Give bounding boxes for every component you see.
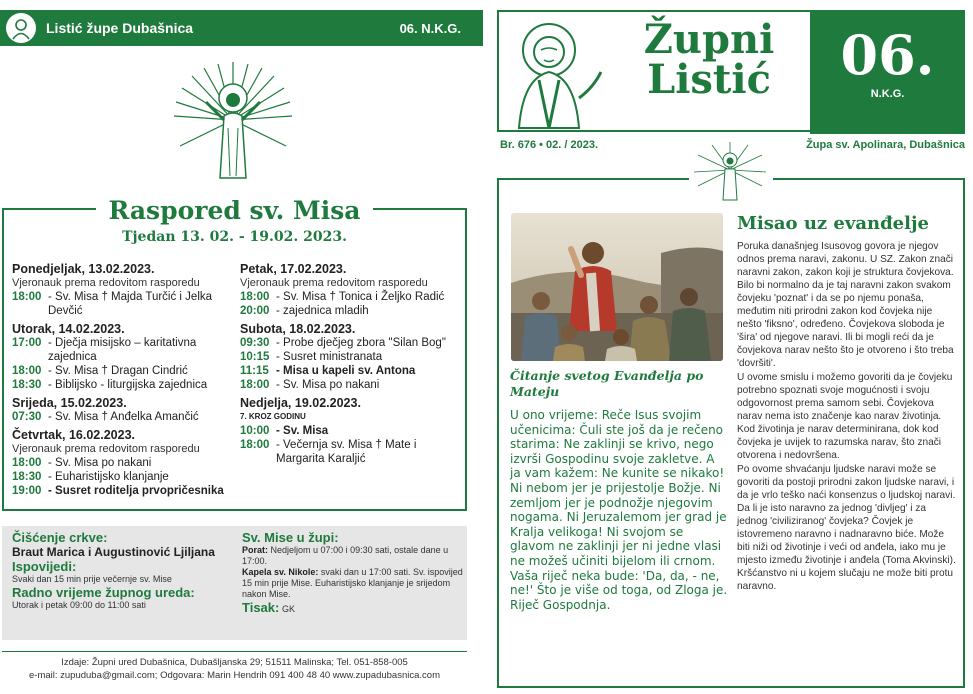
event-time: 18:30 xyxy=(12,471,42,483)
schedule-event xyxy=(240,290,465,304)
schedule-title: Raspored sv. Misa xyxy=(108,196,361,225)
event-description: - Sv. Misa † Dragan Cindrić xyxy=(48,365,188,377)
event-time: 19:00 xyxy=(12,485,42,497)
cleaning-names: Braut Marica i Augustinović Ljiljana xyxy=(12,545,215,559)
footer-contact: e-mail: zupuduba@gmail.com; Odgovara: Marin Hendrih 091 400 48 40 www.zupadubasnica.com xyxy=(29,670,440,681)
event-description: - Sv. Misa po nakani xyxy=(276,379,380,391)
footer xyxy=(2,656,467,682)
footer-address: Izdaje: Župni ured Dubašnica, Dubašljanska 29; 51511 Malinska; Tel. 051-858-005 xyxy=(61,657,408,668)
event-description: - Probe dječjeg zbora "Silan Bog" xyxy=(276,337,446,349)
schedule-event xyxy=(240,378,465,392)
event-time: 18:00 xyxy=(12,365,42,377)
schedule-day-heading: Ponedjeljak, 13.02.2023. xyxy=(12,262,155,276)
event-time: 18:00 xyxy=(240,439,270,451)
reflection-paragraph-3: Po ovome shvaćanju ljudske naravi može se govoriti da postoji prirodni zakon ljudske naravi, i da je vrlo teško naći konsenzus o ljudskoj naravi. Da li je isto naravno za jednog 'divljeg' i za jednog 'civiliziranog' čovjeka? Čovjek je istovremeno naravno i nadnaravno biće. Može biti niži od životinje i veći od anđela, iako mu je mjesto između životinje i anđela (Toma Akvinski). Kršćanstvo ni u kojem slučaju ne može biti protu naravno. xyxy=(737,464,956,592)
event-time: 20:00 xyxy=(240,305,270,317)
reflection-title: Misao uz evanđelje xyxy=(737,213,929,234)
schedule-event xyxy=(240,438,465,466)
issue-week: N.K.G. xyxy=(870,88,905,100)
event-time: 18:30 xyxy=(12,379,42,391)
event-description: - Večernja sv. Misa † Mate i Margarita Karaljić xyxy=(276,439,417,465)
schedule-event xyxy=(12,336,237,364)
masses-heading: Sv. Mise u župi: xyxy=(242,530,339,545)
schedule-column-1 xyxy=(12,262,237,498)
left-header-title: Listić župe Dubašnica xyxy=(46,20,194,36)
event-time: 11:15 xyxy=(240,365,269,377)
press-line: Tisak: GK xyxy=(242,600,295,615)
schedule-day-heading: Utorak, 14.02.2023. xyxy=(12,322,125,336)
schedule-event xyxy=(12,290,237,318)
schedule-day-note: 7. KROZ GODINU xyxy=(240,412,306,421)
left-header-bar xyxy=(0,10,483,46)
reflection-text xyxy=(737,240,959,594)
schedule-day-note: Vjeronauk prema redovitom rasporedu xyxy=(12,277,200,289)
schedule-day-heading: Srijeda, 15.02.2023. xyxy=(12,396,127,410)
saint-apollinaris-icon xyxy=(501,16,605,130)
schedule-subtitle: Tjedan 13. 02. - 19.02. 2023. xyxy=(122,229,347,245)
event-time: 18:00 xyxy=(12,291,42,303)
issue-info: Br. 676 • 02. / 2023. xyxy=(500,139,599,151)
schedule-event xyxy=(12,364,237,378)
event-description: - Sv. Misa † Anđelka Amančić xyxy=(48,411,199,423)
confession-heading: Ispovijedi: xyxy=(12,559,77,574)
schedule-event xyxy=(12,470,237,484)
masthead-title: Župni Listić xyxy=(643,16,775,103)
schedule-day-heading: Nedjelja, 19.02.2023. xyxy=(240,396,361,410)
schedule-event xyxy=(12,378,237,392)
gospel-reading-text: U ono vrijeme: Reče Isus svojim učenicima: Čuli ste još da je rečeno starima: Ne zaklinji se krivo, nego izvrši Gospodinu svoje zakletve. A ja vam kažem: Ne kunite se nikako! Ni nebom jer je prijestolje Božje. Ni zemljom jer je podnožje njegovim nogama. Ni Jeruzalemom jer grad je Kralja velikoga! Ni svojom se glavom ne zaklinji jer ni jedne vlasi ne možeš učiniti bijelom ili crnom. Vaša riječ neka bude: 'Da, da, - ne, ne!' Što je više od toga, od Zloga je. Riječ Gospodnja. xyxy=(510,408,728,612)
schedule-event xyxy=(240,350,465,364)
office-hours-text: Utorak i petak 09:00 do 11:00 sati xyxy=(12,600,146,610)
risen-christ-icon xyxy=(168,58,298,184)
event-description: - Biblijsko - liturgijska zajednica xyxy=(48,379,208,391)
sermon-on-the-mount-image xyxy=(511,213,723,361)
event-description: - Sv. Misa xyxy=(276,425,329,437)
schedule-column-2 xyxy=(240,262,465,466)
schedule-day-note: Vjeronauk prema redovitom rasporedu xyxy=(12,443,200,455)
event-time: 07:30 xyxy=(12,411,42,423)
schedule-event xyxy=(240,336,465,350)
schedule-event xyxy=(12,484,237,498)
schedule-event xyxy=(240,424,465,438)
schedule-event xyxy=(12,410,237,424)
event-description: - zajednica mladih xyxy=(276,305,369,317)
event-description: - Susret roditelja prvopričesnika xyxy=(48,485,224,497)
info-panel xyxy=(2,526,467,640)
schedule-event xyxy=(240,304,465,318)
event-description: - Sv. Misa † Tonica i Željko Radić xyxy=(276,291,445,303)
issue-number: 06. xyxy=(840,23,935,87)
event-time: 10:00 xyxy=(240,425,270,437)
chapel-text: Kapela sv. Nikole: svaki dan u 17:00 sati. Sv. ispovijed 15 min prije Mise. Euharistijsko klanjanje je srijedom nakon Mise. xyxy=(242,567,463,599)
masthead xyxy=(497,10,965,132)
event-description: - Euharistijsko klanjanje xyxy=(48,471,169,483)
event-description: - Sv. Misa † Majda Turčić i Jelka Devčić xyxy=(48,291,213,317)
footer-divider xyxy=(2,651,467,652)
event-time: 18:00 xyxy=(12,457,42,469)
event-time: 18:00 xyxy=(240,291,270,303)
schedule-day-heading: Subota, 18.02.2023. xyxy=(240,322,356,336)
cleaning-heading: Čišćenje crkve: xyxy=(12,530,108,545)
schedule-event xyxy=(12,456,237,470)
porat-text: Porat: Nedjeljom u 07:00 i 09:30 sati, ostale dane u 17:00. xyxy=(242,545,449,566)
reflection-paragraph-1: Poruka današnjeg Isusovog govora je njegov odnos prema naravi, zakonu. U SZ. Zakon znači naravni zakon, zakon koji je struktura čovjekova. Bilo bi normalno da je taj naravni zakon svakom čovjeku 'poznat' i da se po njemu ponaša, međutim niti prirodni zakon kod čovjeka nije nešto 'fiksno', određeno. Čovjekova sloboda je 'šira' od njegove naravi. Ili bi mogli reći da je čovjekova narav nešto što je otvoreno i što treba 'dovršiti'. xyxy=(737,241,954,369)
gospel-reading-title: Čitanje svetog Evanđelja po Mateju xyxy=(510,368,704,399)
event-description: - Sv. Misa po nakani xyxy=(48,457,152,469)
event-time: 17:00 xyxy=(12,337,42,349)
event-description: - Dječja misijsko – karitativna zajednica xyxy=(48,337,197,363)
left-header-number: 06. N.K.G. xyxy=(399,20,461,36)
event-time: 10:15 xyxy=(240,351,270,363)
event-time: 09:30 xyxy=(240,337,270,349)
office-hours-heading: Radno vrijeme župnog ureda: xyxy=(12,585,195,600)
parish-name: Župa sv. Apolinara, Dubašnica xyxy=(806,139,965,151)
schedule-day-heading: Četvrtak, 16.02.2023. xyxy=(12,428,136,442)
reflection-paragraph-2: U ovome smislu i možemo govoriti da je čovjeku potrebno spoznati svoje mogućnosti i svoju odgovornost prema samom sebi. Čovjekova narav nema isto značenje kao narav životinja. Kod životinja je narav determinirana, dok kod čovjeka je uvijek to razumska narav, što znači otvorena i nedovršena. xyxy=(737,372,953,461)
event-description: - Susret ministranata xyxy=(276,351,383,363)
event-time: 18:00 xyxy=(240,379,270,391)
schedule-event xyxy=(240,364,465,378)
saint-logo-icon xyxy=(6,13,36,43)
issue-badge xyxy=(810,10,965,134)
event-description: - Misa u kapeli sv. Antona xyxy=(276,365,416,377)
confession-text: Svaki dan 15 min prije večernje sv. Mise xyxy=(12,574,172,584)
schedule-day-note: Vjeronauk prema redovitom rasporedu xyxy=(240,277,428,289)
schedule-day-heading: Petak, 17.02.2023. xyxy=(240,262,347,276)
